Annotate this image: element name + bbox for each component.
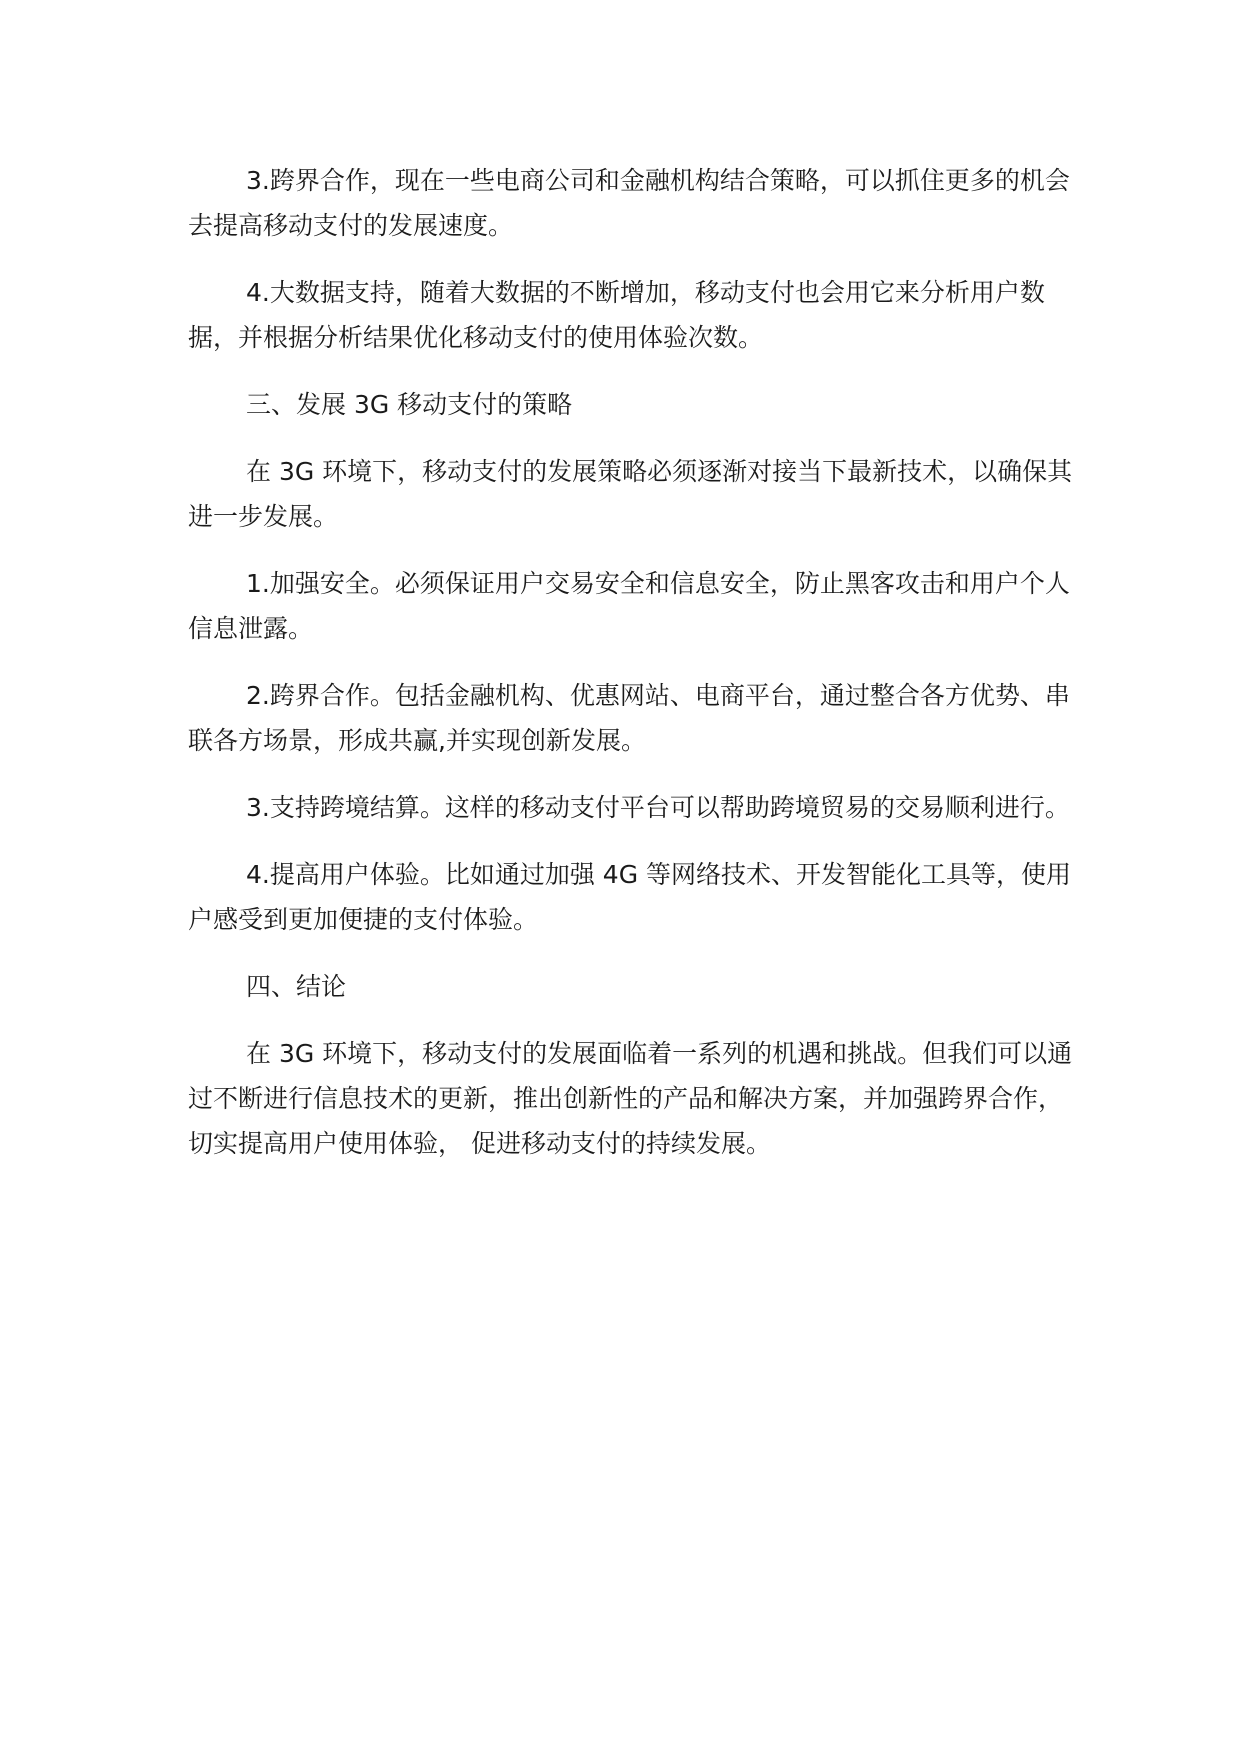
paragraph-user-experience: 4.提高用户体验。比如通过加强 4G 等网络技术、开发智能化工具等，使用户感受到更加便捷的支付体验。 <box>188 860 1072 934</box>
paragraph-strategy-intro: 在 3G 环境下，移动支付的发展策略必须逐渐对接当下最新技术，以确保其进一步发展。 <box>188 457 1073 531</box>
paragraph-cross-industry: 2.跨界合作。包括金融机构、优惠网站、电商平台，通过整合各方优势、串联各方场景，形成共赢,并实现创新发展。 <box>188 681 1070 755</box>
section-heading-conclusion: 四、结论 <box>246 972 347 1001</box>
section-heading-strategy: 三、发展 3G 移动支付的策略 <box>246 390 573 419</box>
document-body <box>188 158 1078 1188</box>
paragraph-cross-border-cooperation: 3.跨界合作，现在一些电商公司和金融机构结合策略，可以抓住更多的机会去提高移动支付的发展速度。 <box>188 166 1070 240</box>
paragraph-big-data-support: 4.大数据支持，随着大数据的不断增加，移动支付也会用它来分析用户数据，并根据分析结果优化移动支付的使用体验次数。 <box>188 278 1045 352</box>
paragraph-cross-border-settlement: 3.支持跨境结算。这样的移动支付平台可以帮助跨境贸易的交易顺利进行。 <box>246 793 1070 822</box>
paragraph-conclusion: 在 3G 环境下，移动支付的发展面临着一系列的机遇和挑战。但我们可以通过不断进行信息技术的更新，推出创新性的产品和解决方案，并加强跨界合作，切实提高用户使用体验， 促进移动支付的持续发展。 <box>188 1039 1073 1158</box>
paragraph-strengthen-security: 1.加强安全。必须保证用户交易安全和信息安全，防止黑客攻击和用户个人信息泄露。 <box>188 569 1070 643</box>
